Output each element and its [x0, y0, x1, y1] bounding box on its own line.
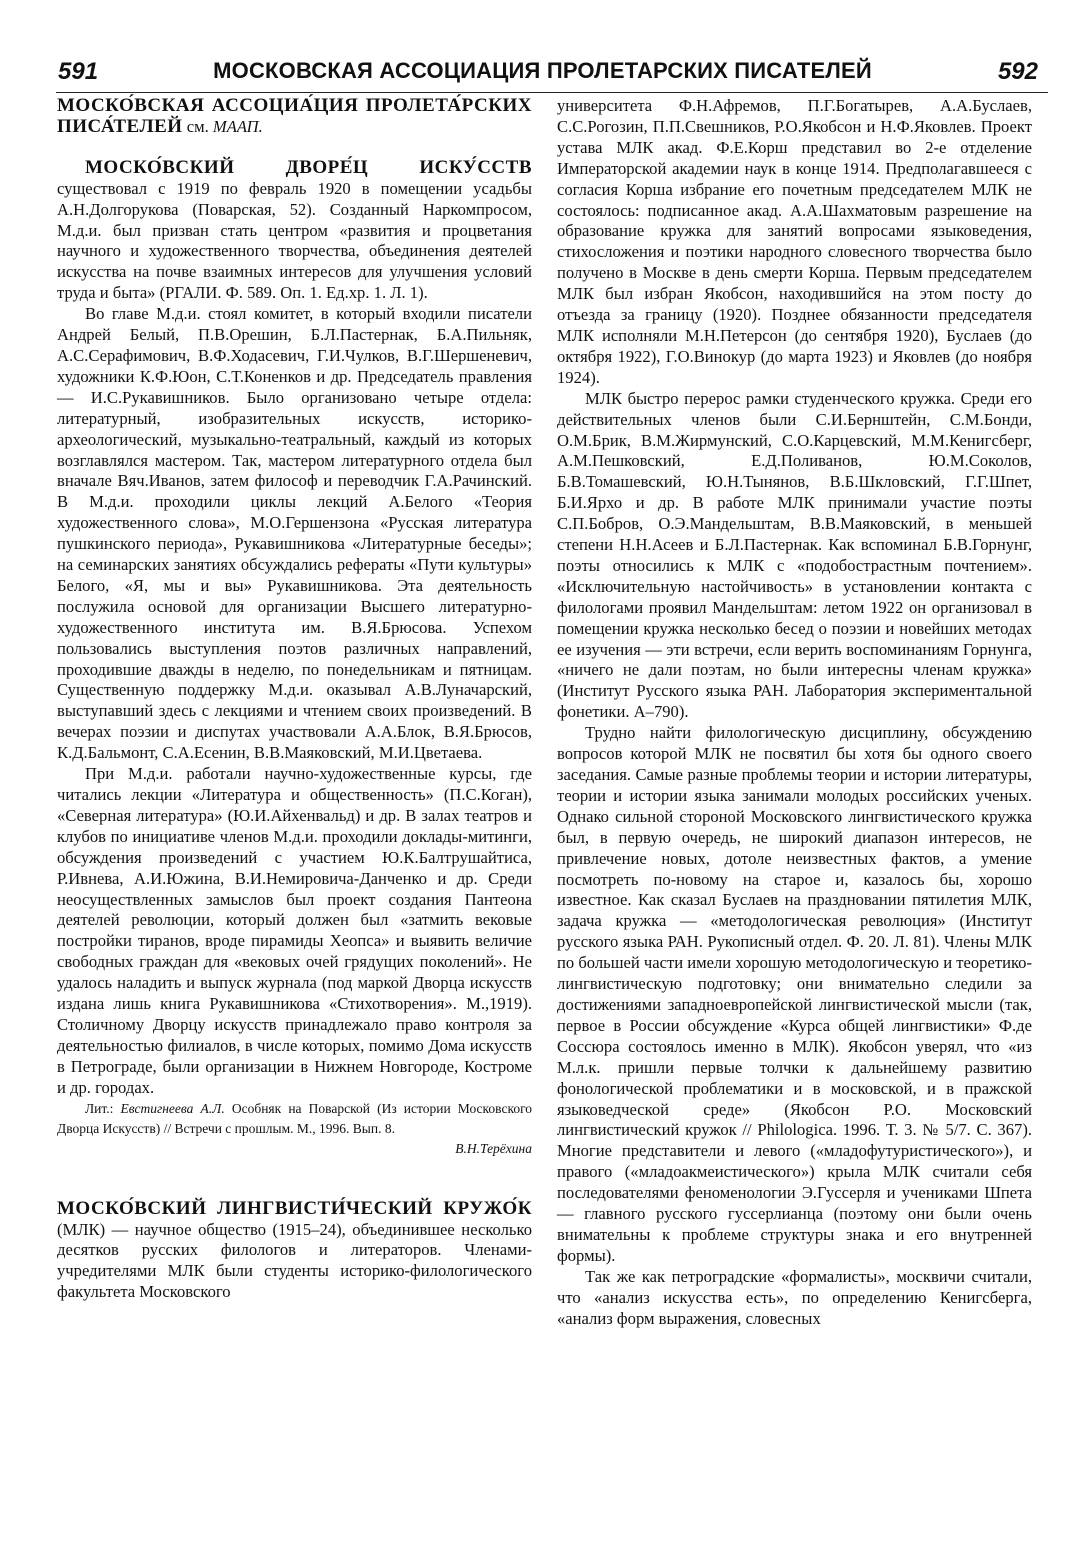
entry-mlk-p1-cont: университета Ф.Н.Афремов, П.Г.Богатырев, А.А.Буслаев, С.С.Рогозин, П.П.Свешников, Р.О.Якобсон и Н.Ф.Яковлев. Проект устава МЛК акад. Ф.Е.Корш представил во 2-е отделение Императорской академии наук в конце 1914. Предполагавшееся с согласия Корша избрание его почетным председателем МЛК не состоялось: подписанное акад. А.А.Шахматовым разрешение на образование кружка для занятий вопросами языковедения, стихосложения и поэтики народного словесного творчества было получено в Москве в день смерти Корша. Первым председателем МЛК был избран Якобсон, находившийся на этом посту до отъезда за границу (1920). Позднее обязанности председателя МЛК исполняли М.Н.Петерсон (до сентября 1920), Буслаев (до октября 1922), Г.О.Винокур (до марта 1923) и Яковлев (до ноября 1924).	[557, 96, 1032, 387]
entry-dvorets-literature	[57, 1099, 532, 1139]
entry-mlk-p3: Трудно найти филологическую дисциплину, обсуждению вопросов которой МЛК не посвятил бы хотя бы одного своего заседания. Самые разные проблемы теории и истории литературы, теории и истории языка занимали молодых российских ученых. Однако сильной стороной Московского лингвистического кружка был, в первую очередь, не широкий диапазон интересов, не привлечение новых, дотоле неизвестных фактов, а умение посмотреть по-новому на старое и, казалось бы, хорошо известное. Как сказал Буслаев на праздновании пятилетия МЛК, задача кружка — «методологическая революция» (Институт русского языка РАН. Рукописный отдел. Ф. 20. Л. 81). Члены МЛК по большей части имели хорошую методологическую и теоретико-лингвистическую подготовку; они внимательно следили за достижениями западноевропейской лингвистической мысли (так, первое в России обсуждение «Курса общей лингвистики» Ф.де Соссюра состоялось именно в МЛК). Якобсон уверял, что «из М.л.к. пришли первые толчки к дальнейшему развитию фонологической проблематики и в московской, и в пражской языковедческой среде» (Якобсон Р.О. Московский лингвистический кружок // Philologica. 1996. Т. 3. № 5/7. С. 367). Многие представители и левого («младофутуристического»), и правого («младоакмеистического») крыла МЛК считали себя последователями феноменологии Э.Гуссерля и учениками Шпета — главного русского гуссерлианца (поэтому они были очень внимательны к проблеме структуры знака и его внутренней формы).	[557, 723, 1032, 1265]
running-title: МОСКОВСКАЯ АССОЦИАЦИЯ ПРОЛЕТАРСКИХ ПИСАТЕЛЕЙ	[213, 58, 872, 83]
entry-mlk-p4: Так же как петроградские «формалисты», москвичи считали, что «анализ искусства есть», по определению Кенигсберга, «анализ форм выражения, словесных	[557, 1266, 1032, 1328]
entry-mlk-headword: МОСКО́ВСКИЙ ЛИНГВИСТИ́ЧЕСКИЙ КРУЖО́К	[57, 1197, 532, 1219]
right-column	[557, 96, 1032, 1329]
entry-dvorets-signature: В.Н.Терёхина	[455, 1140, 532, 1156]
entry-maap-see: см.	[186, 116, 209, 136]
entry-dvorets-headword: МОСКО́ВСКИЙ ДВОРЕ́Ц ИСКУ́ССТВ	[85, 156, 532, 178]
entry-dvorets-p3: При М.д.и. работали научно-художественные курсы, где читались лекции «Литература и общественность» (П.С.Коган), «Северная литература» (Ю.И.Айхенвальд) и др. В залах театров и клубов по инициативе членов М.д.и. проходили доклады-митинги, обсуждения произведений с участием Ю.К.Балтрушайтиса, Р.Ивнева, А.И.Южина, В.И.Немировича-Данченко и др. Среди неосуществленных замыслов был проект создания Пантеона деятелей революции, который должен был «затмить вековые постройки тиранов, вроде пирамиды Хеопса» и выявить величие свободных граждан для «вековых очей грядущих поколений». Не удалось наладить и выпуск журнала (под маркой Дворца искусств издана лишь книга Рукавишникова «Стихотворения». М.,1919). Столичному Дворцу искусств принадлежало право контроля за деятельностью филиалов, в числе которых, помимо Дома искусств в Петрограде, были организации в Нижнем Новгороде, Костроме и др. городах.	[57, 764, 532, 1097]
entry-maap-headword: МОСКО́ВСКАЯ АССОЦИА́ЦИЯ ПРОЛЕТА́РСКИХ ПИСА́ТЕЛЕЙ	[57, 95, 532, 137]
lit-label: Лит.:	[85, 1100, 114, 1116]
left-column	[57, 96, 532, 1303]
entry-dvorets-p1	[57, 158, 532, 304]
entry-dvorets-text1: существовал с 1919 по февраль 1920 в помещении усадьбы А.Н.Долгорукова (Поварская, 52). Созданный Наркомпросом, М.д.и. был призван стать центром «развития и процветания научного и художественного творчества, объединения деятелей искусства на почве взаимных интересов для улучшения условий труда и быта» (РГАЛИ. Ф. 589. Оп. 1. Ед.хр. 1. Л. 1).	[57, 178, 532, 303]
page-number-right: 592	[997, 58, 1038, 85]
entry-maap-ref[interactable]: МААП.	[212, 116, 263, 136]
page-number-left: 591	[58, 58, 99, 85]
entry-mlk-p1	[57, 1199, 532, 1304]
page-header	[0, 58, 1085, 94]
header-rule	[56, 92, 1048, 93]
entry-mlk-p2: МЛК быстро перерос рамки студенческого кружка. Среди его действительных членов были С.И.Бернштейн, С.М.Бонди, О.М.Брик, В.М.Жирмунский, С.О.Карцевский, М.М.Кенигсберг, А.М.Пешковский, Е.Д.Поливанов, Ю.М.Соколов, Б.В.Томашевский, Ю.Н.Тынянов, В.Б.Шкловский, Г.Г.Шпет, Б.И.Ярхо и др. В работе МЛК принимали участие поэты С.П.Бобров, О.Э.Мандельштам, В.В.Маяковский, в меньшей степени Н.Н.Асеев и Б.Л.Пастернак. Как вспоминал Б.В.Горнунг, поэты относились к МЛК с «подобострастным почтением». «Исключительную настойчивость» в установлении контакта с филологами проявил Мандельштам: летом 1922 он организовал в помещении кружка несколько бесед о поэзии и новейших методах ее изучения — эти встречи, если верить воспоминаниям Горнунга, «ничего не дали поэтам, но были интересны членам кружка» (Институт Русского языка РАН. Лаборатория экспериментальной фонетики. А–790).	[557, 388, 1032, 722]
entry-maap	[57, 96, 532, 138]
lit-text: Особняк на Поварской (Из истории Московского Дворца Искусств) // Встречи с прошлым. М., 1996. Вып. 8.	[57, 1100, 533, 1136]
lit-author: Евстигнеева А.Л.	[120, 1100, 225, 1116]
entry-mlk-text1: (МЛК) — научное общество (1915–24), объединившее несколько десятков русских филологов и литераторов. Членами-учредителями МЛК были студенты историко-филологического факультета Московского	[57, 1219, 532, 1302]
entry-dvorets-p2: Во главе М.д.и. стоял комитет, в который входили писатели Андрей Белый, П.В.Орешин, Б.Л.Пастернак, Б.А.Пильняк, А.С.Серафимович, В.Ф.Ходасевич, Г.И.Чулков, В.Г.Шершеневич, художники К.Ф.Юон, С.Т.Коненков и др. Председатель правления — И.С.Рукавишников. Было организовано четыре отдела: литературный, изобразительных искусств, историко-археологический, музыкально-театральный, каждый из которых возглавлялся мастером. Так, мастером литературного отдела был вначале Вяч.Иванов, затем философ и переводчик Г.А.Рачинский. В М.д.и. проходили циклы лекций А.Белого «Теория художественного слова», М.О.Гершензона «Русская литература пушкинского периода», Рукавишникова «Литературные беседы»; на семинарских занятиях обсуждались рефераты «Пути культуры» Белого, «Я, мы и вы» Рукавишникова. Эта деятельность послужила основой для организации Высшего литературно-художественного института им. В.Я.Брюсова. Успехом пользовались выступления поэтов различных направлений, проходившие дважды в неделю, по понедельникам и пятницам. Существенную поддержку М.д.и. оказывал А.В.Луначарский, выступавший здесь с лекциями и чтением своих произведений. В вечерах поэзии и диспутах участвовали А.А.Блок, В.Я.Брюсов, К.Д.Бальмонт, С.А.Есенин, В.В.Маяковский, М.И.Цветаева.	[57, 304, 532, 763]
